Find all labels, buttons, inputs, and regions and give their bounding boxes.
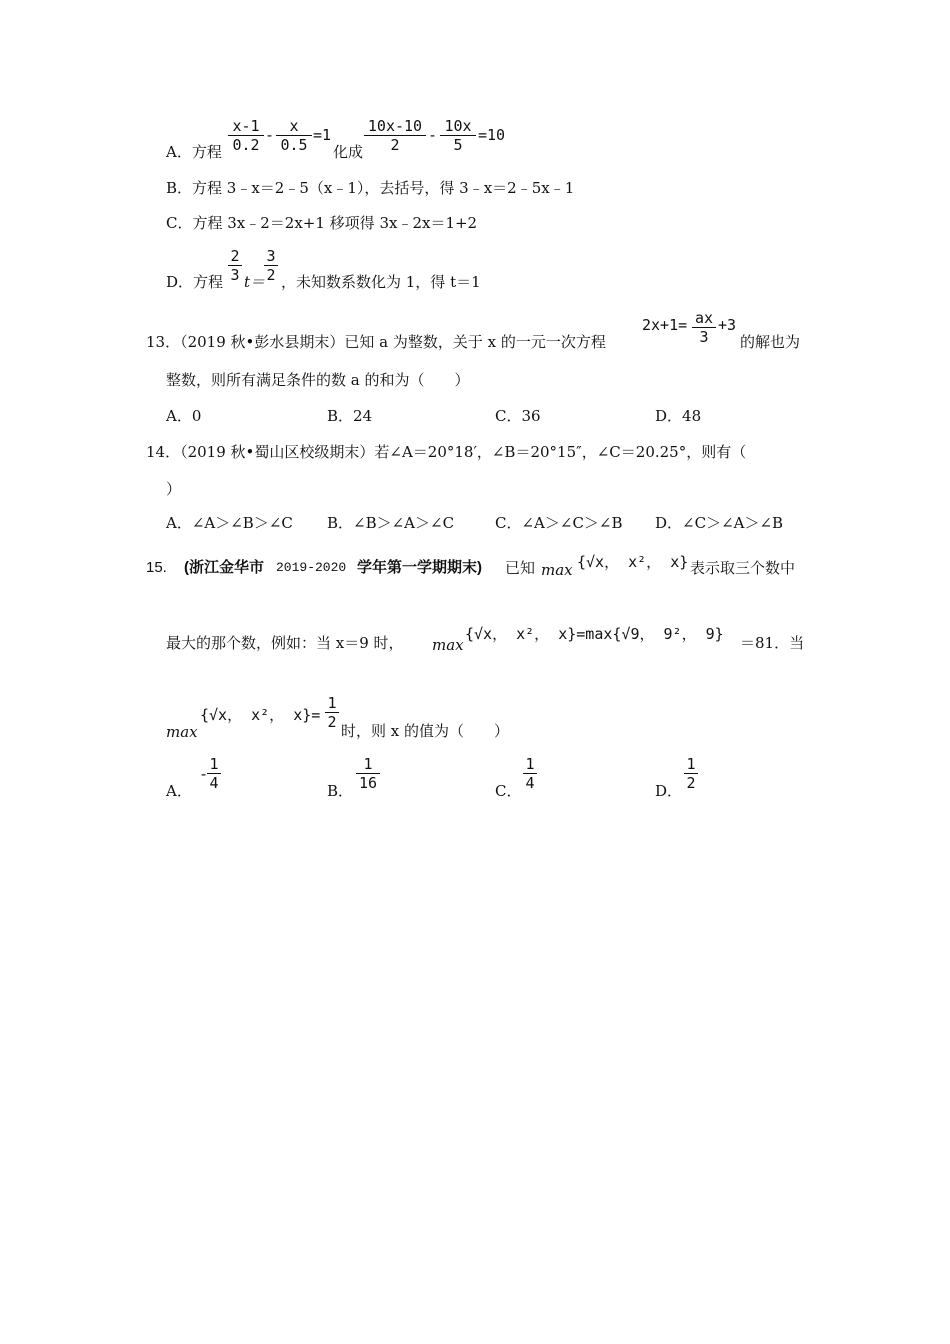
q14-option-d: D．∠C＞∠A＞∠B xyxy=(655,514,784,532)
condition-expression: {√x， x²， x}= xyxy=(200,706,321,724)
q13-stem-line2: 整数，则所有满足条件的数 a 的和为（ ） xyxy=(166,371,470,389)
fraction: $\frac{1}{4}$ xyxy=(207,755,221,792)
q14-option-a: A．∠A＞∠B＞∠C xyxy=(166,514,293,532)
q12-option-a-label: A．方程 xyxy=(166,143,222,161)
q13-option-c: C．36 xyxy=(495,407,541,425)
q12-option-c: C．方程 3x﹣2＝2x+1 移项得 3x﹣2x＝1+2 xyxy=(166,214,478,232)
set-expression: {√x， x²， x} xyxy=(577,553,689,571)
q14-stem-line2: ） xyxy=(166,480,182,498)
fraction: $\frac{1}{2}$ xyxy=(325,694,339,731)
fraction: $\frac{1}{2}$ xyxy=(684,755,698,792)
q13-option-a: A．0 xyxy=(166,407,202,425)
q13-option-d: D．48 xyxy=(655,407,702,425)
q14-option-c: C．∠A＞∠C＞∠B xyxy=(495,514,623,532)
example-expression: {√x， x²， x}=max{√9， 9²， 9} xyxy=(465,625,724,643)
q12-option-b: B．方程 3﹣x＝2﹣5（x﹣1），去括号，得 3﹣x＝2﹣5x﹣1 xyxy=(166,179,575,197)
q15-line2: 最大的那个数，例如：当 x＝9 时， xyxy=(166,634,404,652)
q13-option-b: B．24 xyxy=(327,407,373,425)
fraction: $\frac{ax}{3}$ xyxy=(692,309,716,346)
q14-option-b: B．∠B＞∠A＞∠C xyxy=(327,514,455,532)
fraction: $\frac{1}{4}$ xyxy=(523,755,537,792)
q15-number: 15. xyxy=(146,559,167,576)
q14-stem: 14．（2019 秋•蜀山区校级期末）若∠A＝20°18′，∠B＝20°15″，∠C＝20.25°，则有（ xyxy=(146,443,747,461)
fraction: $\frac{3}{2}$ xyxy=(264,247,278,284)
fraction: $\frac{x-1}{0.2}$ xyxy=(228,117,264,154)
fraction: $\frac{10x-10}{2}$ xyxy=(364,117,426,154)
q13-stem: 13．（2019 秋•彭水县期末）已知 a 为整数，关于 x 的一元一次方程 xyxy=(146,333,606,351)
q15-source: (浙江金华市 xyxy=(184,559,264,576)
fraction: $\frac{10x}{5}$ xyxy=(440,117,476,154)
fraction: $\frac{x}{0.5}$ xyxy=(276,117,312,154)
fraction: $\frac{1}{16}$ xyxy=(356,755,380,792)
fraction: $\frac{2}{3}$ xyxy=(228,247,242,284)
